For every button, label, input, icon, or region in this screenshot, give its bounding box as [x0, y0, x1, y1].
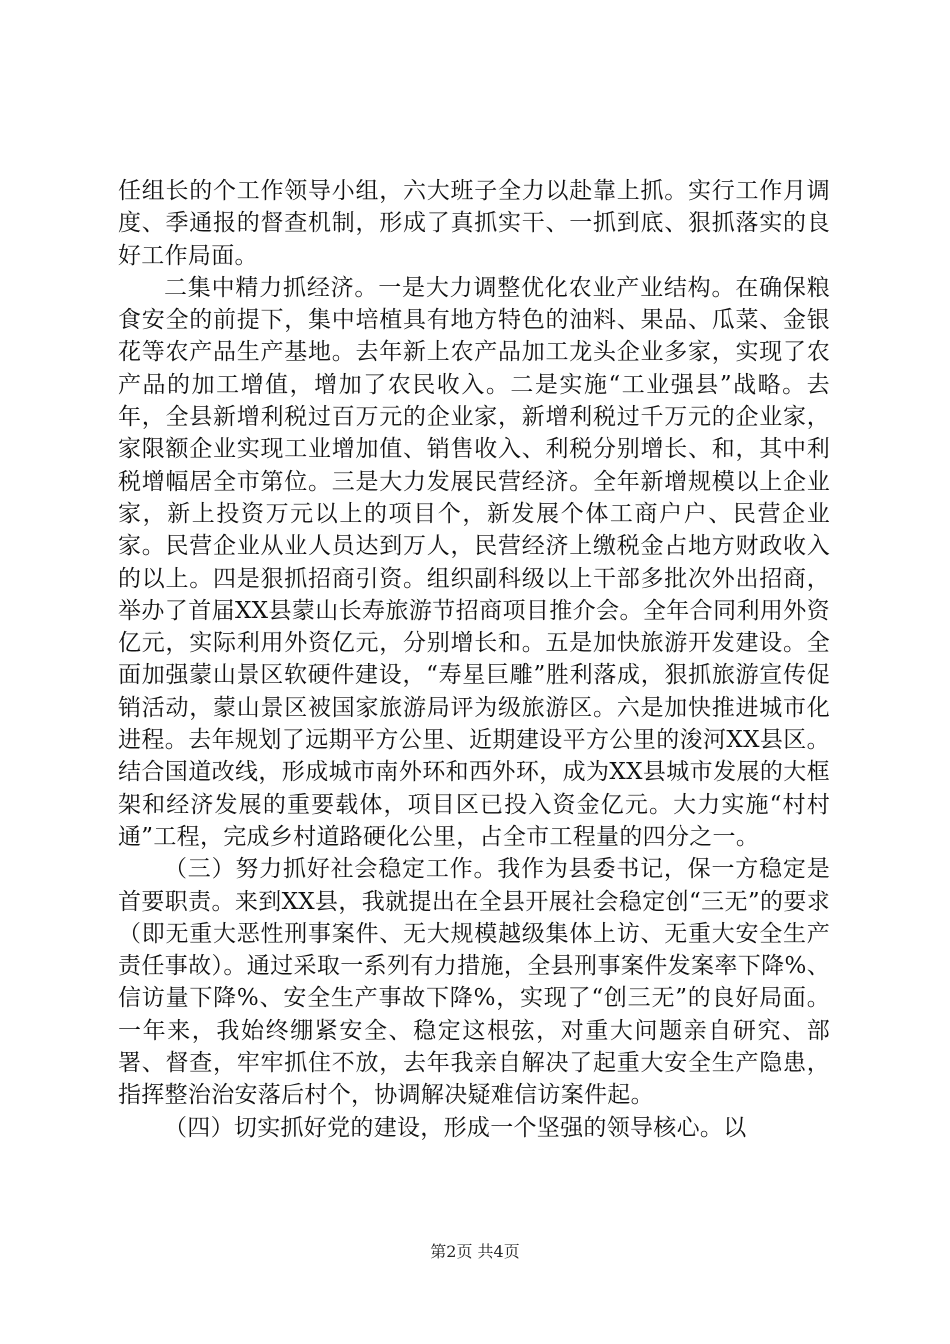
paragraph-1: 任组长的个工作领导小组，六大班子全力以赴靠上抓。实行工作月调度、季通报的督查机制，形成了真抓实干、一抓到底、狠抓落实的良好工作局面。 — [118, 178, 830, 269]
document-body — [118, 175, 830, 1144]
paragraph-3: （三）努力抓好社会稳定工作。我作为县委书记，保一方稳定是首要职责。来到XX县，我就提出在全县开展社会稳定创“三无”的要求（即无重大恶性刑事案件、无大规模越级集体上访、无重大安全生产责任事故）。通过采取一系列有力措施，全县刑事案件发案率下降%、信访量下降%、安全生产事故下降%，实现了“创三无”的良好局面。一年来，我始终绷紧安全、稳定这根弦，对重大问题亲自研究、部署、督查，牢牢抓住不放，去年我亲自解决了起重大安全生产隐患，指挥整治治安落后村个，协调解决疑难信访案件起。 — [118, 856, 830, 1109]
paragraph-4: （四）切实抓好党的建设，形成一个坚强的领导核心。以 — [164, 1114, 747, 1141]
paragraph-2: 二集中精力抓经济。一是大力调整优化农业产业结构。在确保粮食安全的前提下，集中培植具有地方特色的油料、果品、瓜菜、金银花等农产品生产基地。去年新上农产品加工龙头企业多家，实现了农产品的加工增值，增加了农民收入。二是实施“工业强县”战略。去年，全县新增利税过百万元的企业家，新增利税过千万元的企业家，家限额企业实现工业增加值、销售收入、利税分别增长、和，其中利税增幅居全市第位。三是大力发展民营经济。全年新增规模以上企业家，新上投资万元以上的项目个，新发展个体工商户户、民营企业家。民营企业从业人员达到万人，民营经济上缴税金占地方财政收入的以上。四是狠抓招商引资。组织副科级以上干部多批次外出招商，举办了首届XX县蒙山长寿旅游节招商项目推介会。全年合同利用外资亿元，实际利用外资亿元，分别增长和。五是加快旅游开发建设。全面加强蒙山景区软硬件建设，“寿星巨雕”胜利落成，狠抓旅游宣传促销活动，蒙山景区被国家旅游局评为级旅游区。六是加快推进城市化进程。去年规划了远期平方公里、近期建设平方公里的浚河XX县区。结合国道改线，形成城市南外环和西外环，成为XX县城市发展的大框架和经济发展的重要载体，项目区已投入资金亿元。大力实施“村村通”工程，完成乡村道路硬化公里，占全市工程量的四分之一。 — [118, 274, 830, 850]
page-number-footer: 第2页 共4页 — [430, 1242, 520, 1261]
